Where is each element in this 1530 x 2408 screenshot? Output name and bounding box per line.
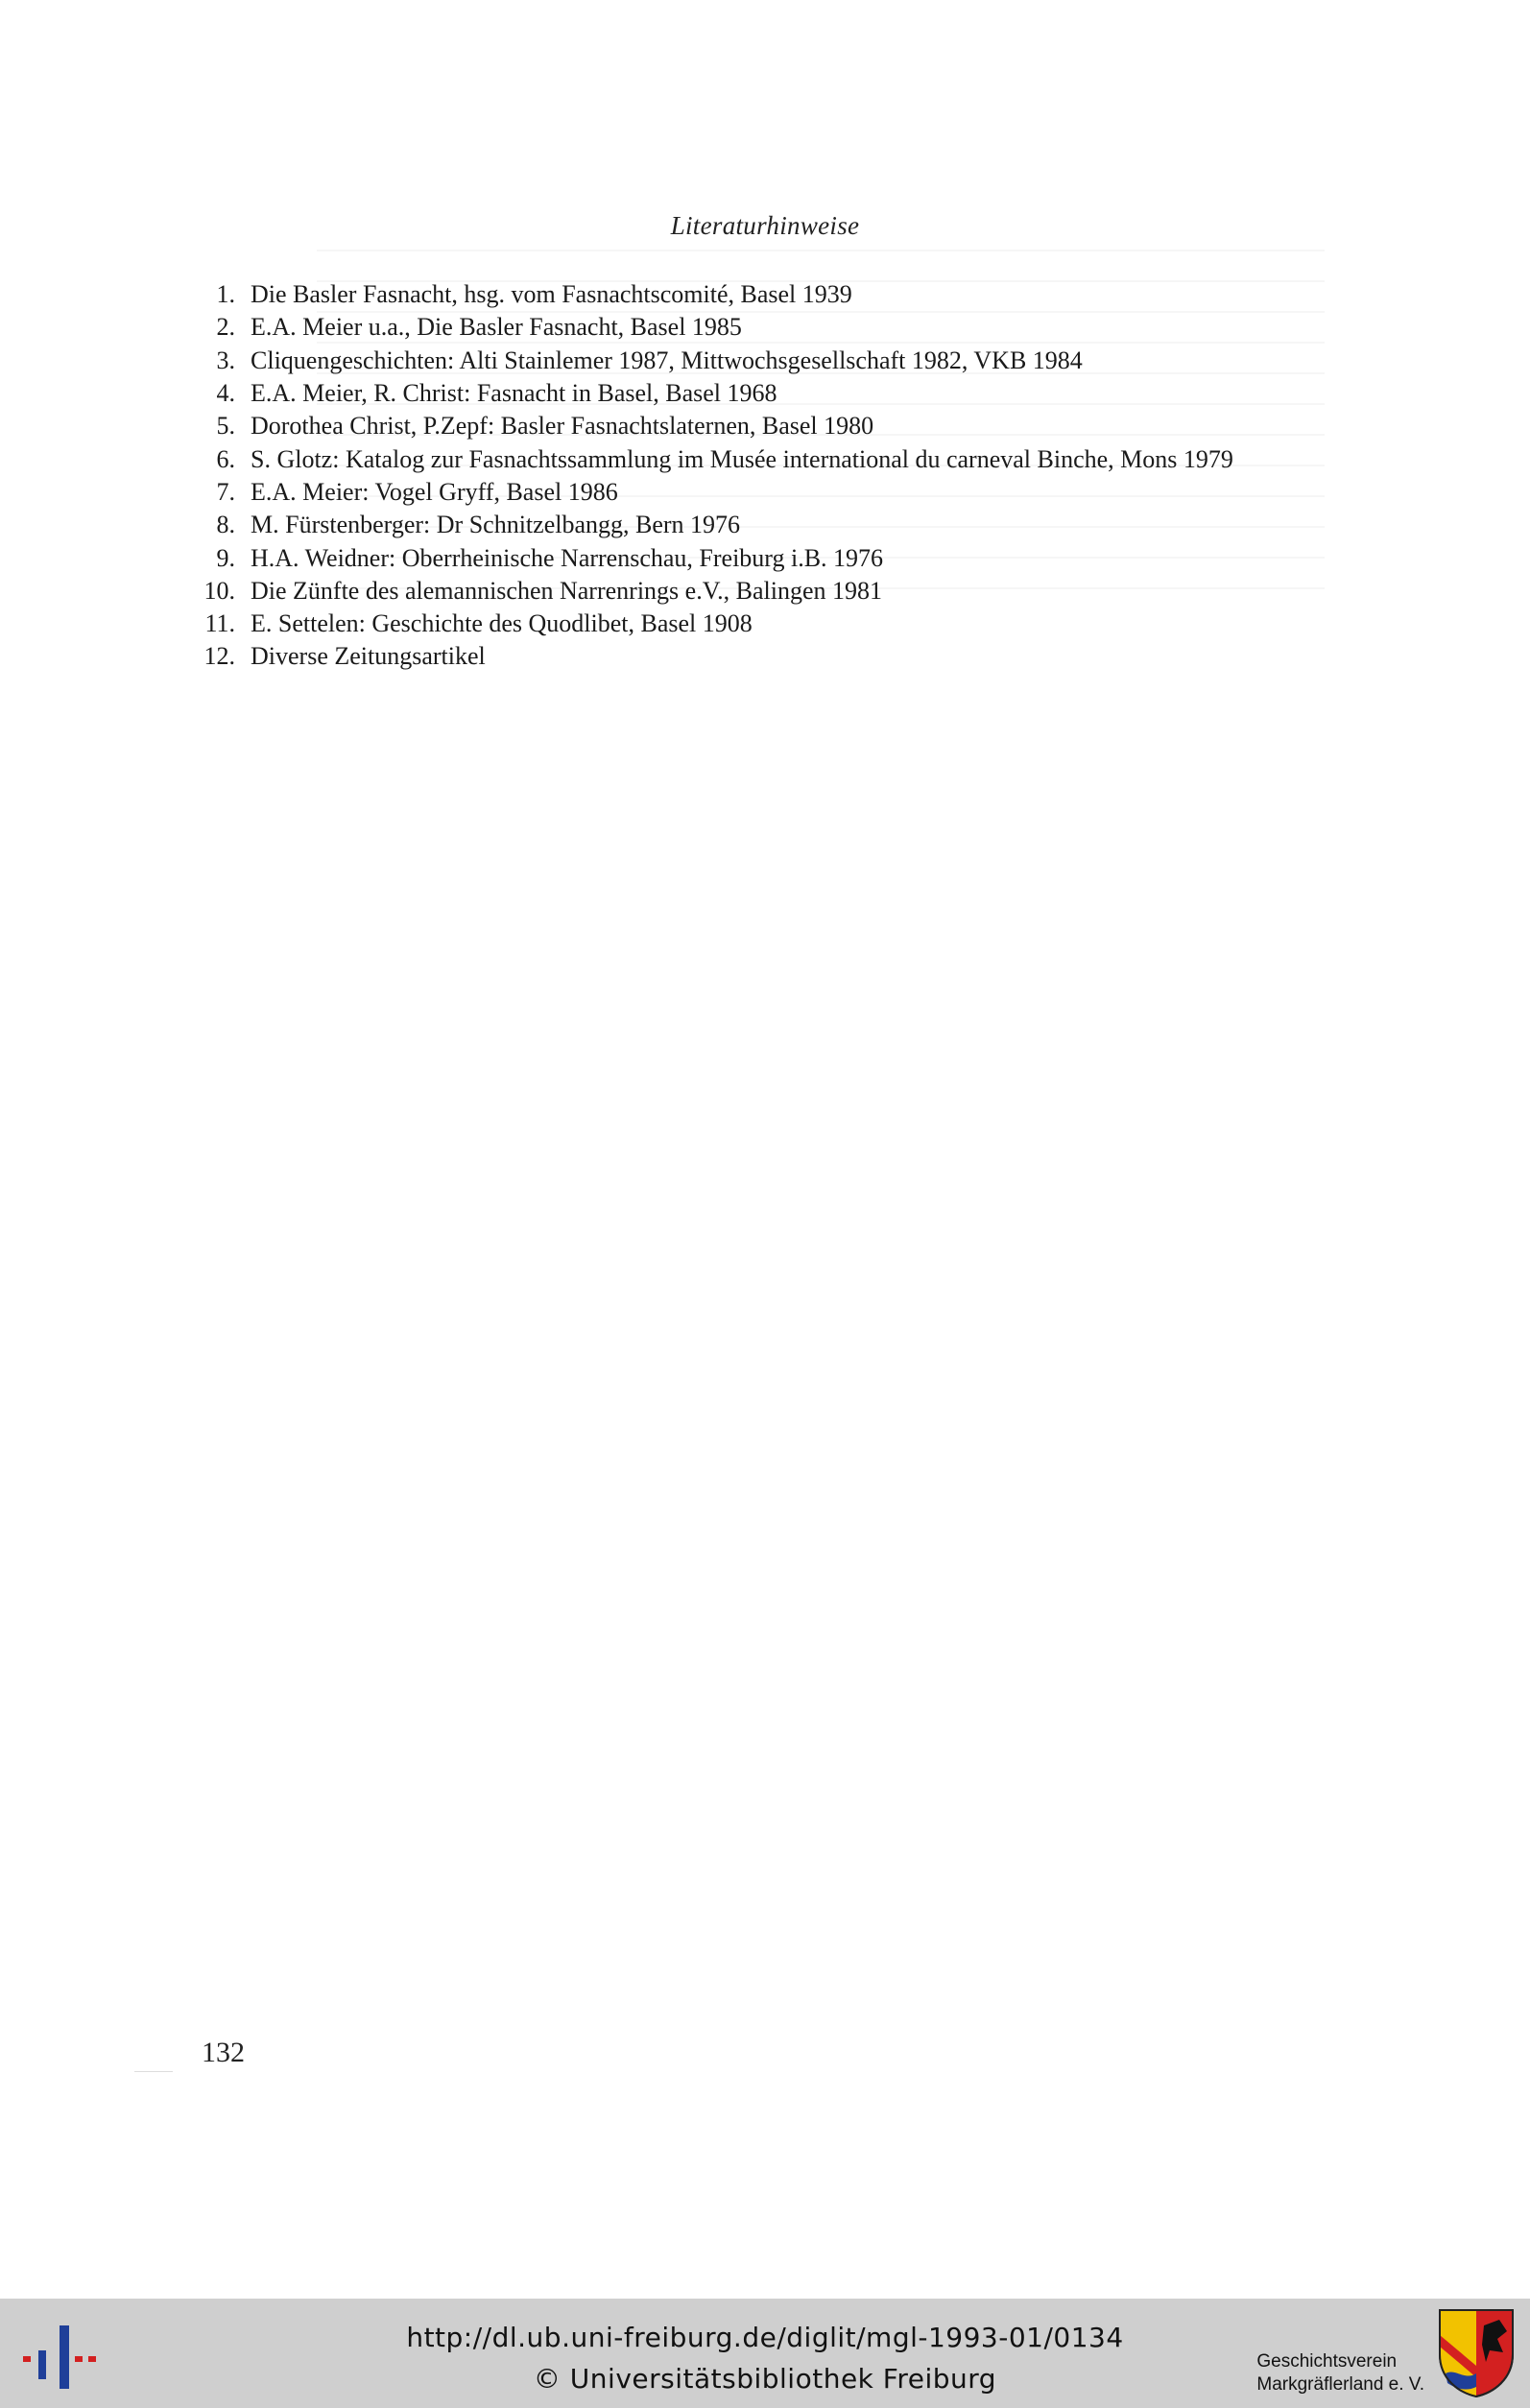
reference-text: S. Glotz: Katalog zur Fasnachtssammlung im Musée international du carneval Binche, Mons 1979: [251, 444, 1233, 473]
society-name-line: Geschichtsverein: [1256, 2351, 1398, 2372]
reference-item: [182, 311, 1363, 344]
reference-text: E. Settelen: Geschichte des Quodlibet, Basel 1908: [251, 609, 753, 638]
reference-text: E.A. Meier: Vogel Gryff, Basel 1986: [251, 477, 618, 506]
reference-item: [182, 442, 1363, 475]
reference-text: H.A. Weidner: Oberrheinische Narrenschau, Freiburg i.B. 1976: [251, 543, 884, 572]
viewer-footer: [0, 2299, 1530, 2408]
reference-text: M. Fürstenberger: Dr Schnitzelbangg, Bern 1976: [251, 511, 741, 539]
reference-number: 5.: [216, 412, 235, 441]
reference-item: [182, 377, 1363, 410]
reference-number: 1.: [216, 280, 235, 309]
coat-of-arms-icon[interactable]: [1436, 2306, 1517, 2398]
divider: [134, 2071, 173, 2072]
reference-item: [182, 640, 1363, 673]
reference-number: 9.: [216, 543, 235, 572]
copyright-notice: © Universitätsbibliothek Freiburg: [533, 2363, 997, 2395]
reference-item: [182, 476, 1363, 509]
reference-number: 3.: [216, 346, 235, 374]
reference-item: [182, 575, 1363, 608]
reference-item: [182, 509, 1363, 541]
reference-number: 10.: [203, 576, 235, 605]
reference-list: [182, 278, 1363, 674]
reference-number: 6.: [216, 444, 235, 473]
reference-text: Cliquengeschichten: Alti Stainlemer 1987, Mittwochsgesellschaft 1982, VKB 1984: [251, 346, 1083, 374]
reference-item: [182, 410, 1363, 442]
reference-item: [182, 278, 1363, 311]
reference-text: Die Zünfte des alemannischen Narrenrings e.V., Balingen 1981: [251, 576, 882, 605]
permalink-url[interactable]: http://dl.ub.uni-freiburg.de/diglit/mgl-1993-01/0134: [406, 2322, 1124, 2353]
reference-number: 8.: [216, 511, 235, 539]
reference-text: E.A. Meier, R. Christ: Fasnacht in Basel, Basel 1968: [251, 379, 777, 408]
reference-item: [182, 345, 1363, 377]
society-name-line: Markgräflerland e. V.: [1256, 2374, 1424, 2395]
reference-number: 2.: [216, 313, 235, 342]
reference-number: 12.: [203, 642, 235, 671]
page-number: 132: [202, 2037, 245, 2068]
reference-text: Diverse Zeitungsartikel: [251, 642, 486, 671]
reference-text: Die Basler Fasnacht, hsg. vom Fasnachtscomité, Basel 1939: [251, 280, 852, 309]
page-heading: Literaturhinweise: [670, 211, 860, 240]
reference-item: [182, 541, 1363, 574]
reference-item: [182, 608, 1363, 640]
society-name: [1256, 2350, 1424, 2396]
reference-text: E.A. Meier u.a., Die Basler Fasnacht, Basel 1985: [251, 313, 742, 342]
reference-number: 4.: [216, 379, 235, 408]
reference-number: 7.: [216, 477, 235, 506]
reference-text: Dorothea Christ, P.Zepf: Basler Fasnachtslaternen, Basel 1980: [251, 412, 874, 441]
reference-number: 11.: [204, 609, 235, 638]
